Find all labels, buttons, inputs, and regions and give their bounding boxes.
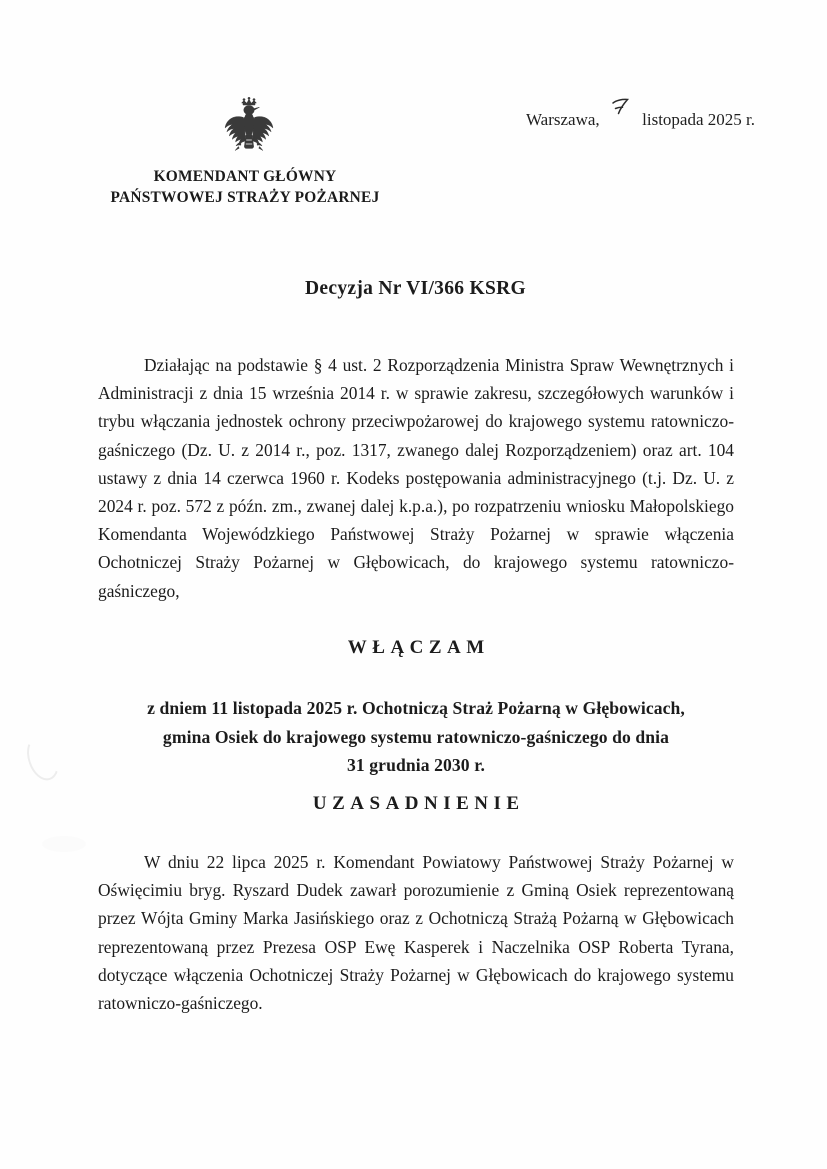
document-title: Decyzja Nr VI/366 KSRG: [305, 278, 526, 299]
letterhead-line-1: KOMENDANT GŁÓWNY: [153, 168, 337, 185]
decision-line-2: gmina Osiek do krajowego systemu ratowniczo-gaśniczego do dnia: [162, 726, 670, 747]
letterhead-line-2: PAŃSTWOWEJ STRAŻY POŻARNEJ: [110, 189, 380, 206]
decision-heading: WŁĄCZAM: [347, 637, 490, 658]
legal-basis-paragraph: [98, 351, 734, 605]
scan-artifact-secondary: [42, 836, 86, 852]
decision-line-1: z dniem 11 listopada 2025 r. Ochotniczą Straż Pożarną w Głębowicach,: [147, 698, 685, 718]
decision-statement: [98, 694, 734, 780]
scan-artifact: [22, 731, 65, 784]
legal-basis-text: Działając na podstawie § 4 ust. 2 Rozporządzenia Ministra Spraw Wewnętrznych i Administracji z dnia 15 września 2014 r. w sprawie zakresu, szczegółowych warunków i trybu włączania jednostek ochrony przeciwpożarowej do krajowego systemu ratowniczo-gaśniczego (Dz. U. z 2014 r., poz. 1317, zwanego dalej Rozporządzeniem) oraz art. 104 ustawy z dnia 14 czerwca 1960 r. Kodeks postępowania administracyjnego (t.j. Dz. U. z 2024 r. poz. 572 z późn. zm., zwanej dalej k.p.a.), po rozpatrzeniu wniosku Małopolskiego Komendanta Wojewódzkiego Państwowej Straży Pożarnej w sprawie włączenia Ochotniczej Straży Pożarnej w Głębowicach, do krajowego systemu ratowniczo-gaśniczego,: [98, 355, 734, 601]
dateline: [526, 108, 755, 131]
justification-heading: UZASADNIENIE: [312, 793, 525, 814]
justification-paragraph: [98, 848, 734, 1017]
dateline-city: Warszawa,: [525, 110, 600, 129]
handwritten-day-mark: [604, 108, 638, 125]
polish-eagle-emblem-icon: [210, 96, 288, 170]
dateline-date: listopada 2025 r.: [642, 110, 755, 129]
decision-line-3: 31 grudnia 2030 r.: [346, 755, 485, 775]
letterhead: [80, 166, 410, 208]
justification-text: W dniu 22 lipca 2025 r. Komendant Powiatowy Państwowej Straży Pożarnej w Oświęcimiu bryg. Ryszard Dudek zawarł porozumienie z Gminą Osiek reprezentowaną przez Wójta Gminy Marka Jasińskiego oraz z Ochotniczą Strażą Pożarną w Głębowicach reprezentowaną przez Prezesa OSP Ewę Kasperek i Naczelnika OSP Roberta Tyrana, dotyczące włączenia Ochotniczej Straży Pożarnej w Głębowicach do krajowego systemu ratowniczo-gaśniczego.: [98, 852, 734, 1014]
